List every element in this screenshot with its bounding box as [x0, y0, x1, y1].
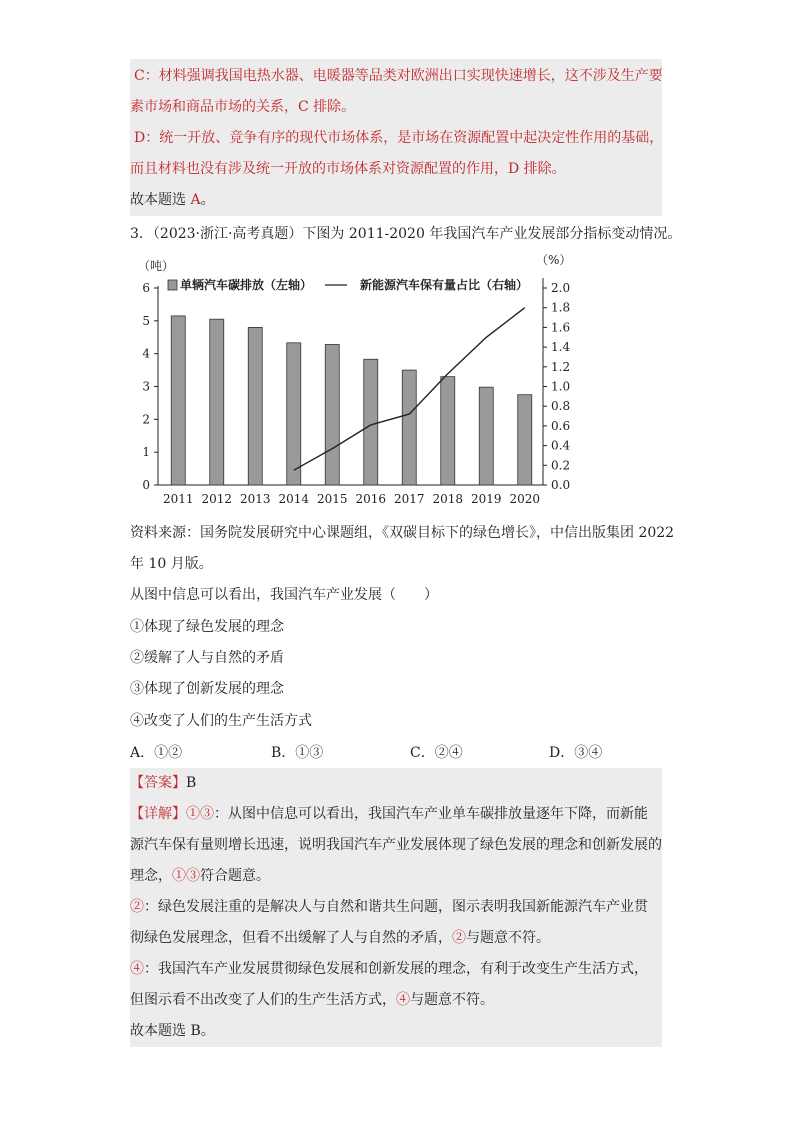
left-tick-label: 0	[142, 478, 150, 492]
bar-2018	[441, 377, 455, 485]
bar-2015	[325, 344, 339, 485]
source-line1: 资料来源：国务院发展研究中心课题组，《双碳目标下的绿色增长》，中信出版集团 2022	[130, 525, 675, 541]
x-tick-label: 2013	[239, 492, 271, 506]
left-tick-label: 4	[142, 346, 150, 361]
x-tick-label: 2018	[432, 492, 464, 506]
conclusion-end: 。	[200, 192, 215, 208]
point4-line1-text: ：我国汽车产业发展贯彻绿色发展和创新发展的理念，有利于改变生产生活方式，	[144, 961, 648, 977]
statement-3: ③体现了创新发展的理念	[130, 681, 284, 697]
x-tick-label: 2014	[278, 492, 310, 506]
option-b: B．①③	[271, 745, 324, 761]
point2-line1	[130, 892, 648, 923]
point4-line2-text-b: 与题意不符。	[410, 992, 494, 1008]
right-tick-label: 0.2	[551, 458, 571, 473]
answer-line	[130, 768, 196, 799]
option-c-analysis-line2: 素市场和商品市场的关系，C 排除。	[130, 99, 356, 115]
detail-line3-marks: ①③	[172, 868, 200, 884]
question-stem: 从图中信息可以看出，我国汽车产业发展（ ）	[130, 587, 438, 603]
legend-bar-swatch	[168, 280, 177, 290]
answer-conclusion	[130, 1016, 215, 1047]
detail-marks: ①③	[186, 806, 214, 822]
emissions-chart	[130, 248, 590, 510]
point2-line2	[130, 923, 550, 954]
right-tick-label: 1.2	[551, 359, 571, 374]
answer-conclusion-value: B	[190, 1023, 201, 1039]
bar-2020	[518, 395, 532, 485]
chart-bars	[171, 316, 532, 485]
point4-mark: ④	[130, 961, 144, 977]
point2-mark: ②	[130, 899, 144, 915]
x-tick-label: 2016	[355, 492, 387, 506]
left-tick-label: 1	[142, 445, 150, 460]
statement-2: ②缓解了人与自然的矛盾	[130, 650, 284, 666]
option-c: C．②④	[410, 745, 463, 761]
chart-labels	[138, 253, 571, 506]
bar-2016	[364, 359, 378, 485]
detail-line3	[130, 861, 270, 892]
x-tick-label: 2020	[509, 492, 541, 506]
point4-line2	[130, 985, 494, 1016]
point2-line2-text-a: 彻绿色发展理念，但看不出缓解了人与自然的矛盾，	[130, 930, 452, 946]
x-tick-label: 2011	[162, 492, 194, 506]
statement-4: ④改变了人们的生产生活方式	[130, 713, 312, 729]
previous-conclusion	[130, 185, 215, 216]
conclusion-answer: A	[190, 192, 201, 208]
previous-answer-block	[130, 59, 662, 216]
option-d-analysis-line2: 而且材料也没有涉及统一开放的市场体系对资源配置的作用，D 排除。	[130, 161, 566, 177]
x-tick-label: 2015	[316, 492, 348, 506]
option-d-analysis-line1: D：统一开放、竞争有序的现代市场体系，是市场在资源配置中起决定性作用的基础，	[134, 130, 664, 146]
detail-line1	[130, 799, 648, 830]
left-tick-label: 5	[142, 313, 150, 328]
right-tick-label: 1.4	[551, 340, 571, 355]
source-line2: 年 10 月版。	[130, 556, 213, 572]
x-tick-label: 2012	[201, 492, 233, 506]
detail-label: 【详解】	[130, 806, 186, 822]
detail-line3-text-a: 理念，	[130, 868, 172, 884]
left-tick-label: 2	[142, 412, 150, 427]
point4-line2-mark: ④	[396, 992, 410, 1008]
question-title: 3．（2023·浙江·高考真题）下图为 2011-2020 年我国汽车产业发展部分指标变动情况。	[130, 226, 682, 242]
point4-line2-text-a: 但图示看不出改变了人们的生产生活方式，	[130, 992, 396, 1008]
right-tick-label: 2.0	[551, 281, 571, 295]
option-c-analysis-line1: C：材料强调我国电热水器、电暖器等品类对欧洲出口实现快速增长，这不涉及生产要	[134, 68, 663, 84]
left-axis-unit: （吨）	[138, 259, 175, 273]
answer-label: 【答案】	[130, 775, 186, 791]
option-a: A．①②	[130, 745, 183, 761]
point2-line1-text: ：绿色发展注重的是解决人与自然和谐共生问题，图示表明我国新能源汽车产业贯	[144, 899, 648, 915]
bar-2014	[287, 343, 301, 485]
bar-2019	[479, 387, 493, 485]
point2-line2-mark: ②	[452, 930, 466, 946]
left-tick-label: 6	[142, 281, 150, 295]
answer-block	[130, 768, 662, 1047]
detail-line1-text: ：从图中信息可以看出，我国汽车产业单车碳排放量逐年下降，而新能	[214, 806, 648, 822]
point2-line2-text-b: 与题意不符。	[466, 930, 550, 946]
answer-value: B	[186, 775, 197, 791]
bar-2013	[248, 327, 262, 485]
statement-1: ①体现了绿色发展的理念	[130, 619, 284, 635]
conclusion-prefix: 故本题选	[130, 192, 191, 208]
bar-2011	[171, 316, 185, 485]
left-tick-label: 3	[142, 379, 150, 394]
option-d: D．③④	[549, 745, 603, 761]
right-tick-label: 0.4	[551, 438, 571, 453]
right-tick-label: 1.6	[551, 320, 571, 335]
right-tick-label: 0.6	[551, 418, 571, 433]
answer-conclusion-prefix: 故本题选	[130, 1023, 191, 1039]
legend-bar-label: 单辆汽车碳排放（左轴）	[180, 278, 313, 292]
x-tick-label: 2017	[393, 492, 425, 506]
detail-line3-text-b: 符合题意。	[200, 868, 270, 884]
bar-2012	[210, 319, 224, 485]
right-tick-label: 0.0	[551, 478, 571, 492]
right-tick-label: 0.8	[551, 399, 571, 414]
legend-line-label: 新能源汽车保有量占比（右轴）	[360, 278, 529, 292]
x-tick-label: 2019	[470, 492, 502, 506]
detail-line2: 源汽车保有量则增长迅速，说明我国汽车产业发展体现了绿色发展的理念和创新发展的	[130, 837, 662, 853]
answer-conclusion-end: 。	[200, 1023, 215, 1039]
right-tick-label: 1.8	[551, 300, 571, 315]
right-tick-label: 1.0	[551, 379, 571, 394]
bar-2017	[402, 370, 416, 485]
right-axis-unit: （%）	[536, 253, 572, 267]
point4-line1	[130, 954, 648, 985]
